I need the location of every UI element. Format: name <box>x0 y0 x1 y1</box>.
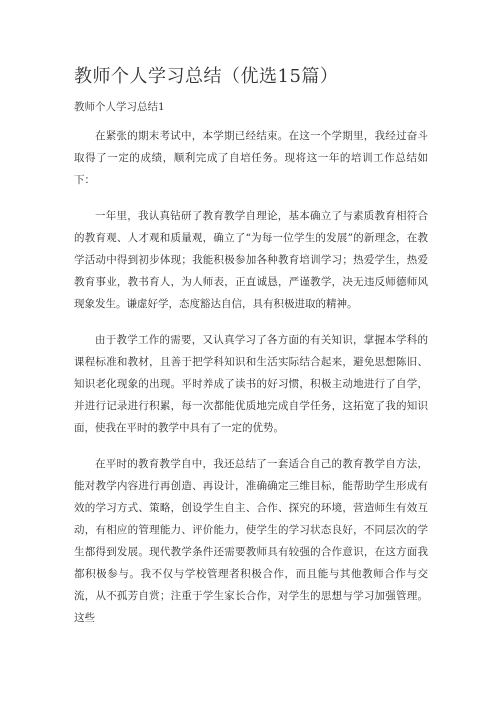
paragraph-4: 在平时的教育教学自中，我还总结了一套适合自己的教育教学自方法，能对教学内容进行再创造、再设计，准确确定三维目标，能帮助学生形成有效的学习方式、策略，创设学生自主、合作、探究的环境，营造师生有效互动，有相应的管理能力、评价能力，使学生的学习状态良好，不同层次的学生都得到发展。现代教学条件还需要教师具有较强的合作意识，在这方面我都积极参与。我不仅与学校管理者积极合作，而且能与其他教师合作与交流，从不孤芳自赏；注重于学生家长合作，对学生的思想与学习加强管理。这些 <box>74 458 428 624</box>
paragraph-1: 在紧张的期末考试中，本学期已经结束。在这一个学期里，我经过奋斗取得了一定的成绩，顺利完成了自培任务。现将这一年的培训工作总结如下： <box>74 130 428 186</box>
paragraph-2: 一年里，我认真钻研了教育教学自理论，基本确立了与素质教育相符合的教育观、人才观和质量观，确立了“为每一位学生的发展”的新理念，在教学活动中得到初步体现；我能积极参加各种教育培训学习；热爱学生，热爱教育事业，教书育人，为人师表，正直诚恳，严谨教学，决无违反师德师风现象发生。谦虚好学，态度豁达自信，具有积极进取的精神。 <box>74 210 428 310</box>
document-body <box>74 125 428 643</box>
section-heading: 教师个人学习总结1 <box>74 101 165 113</box>
paragraph-3: 由于教学工作的需要，又认真学习了各方面的有关知识，掌握本学科的课程标准和教材，且善于把学科知识和生活实际结合起来，避免思想陈旧、知识老化现象的出现。平时养成了读书的好习惯，积极主动地进行了自学，并进行记录进行积累，每一次都能优质地完成自学任务，这拓宽了我的知识面，使我在平时的教学中具有了一定的优势。 <box>74 334 428 434</box>
document-title: 教师个人学习总结（优选15篇） <box>74 66 339 87</box>
